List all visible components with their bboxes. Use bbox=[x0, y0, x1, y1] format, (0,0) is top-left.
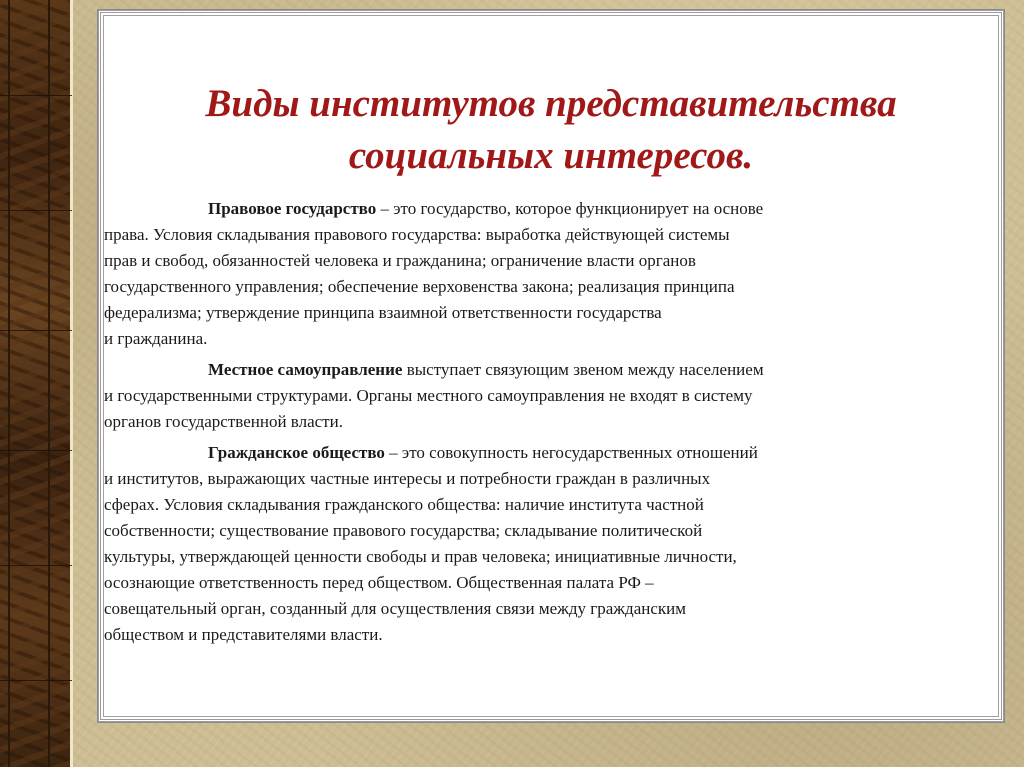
slide-body bbox=[104, 196, 984, 653]
strip-row-line bbox=[0, 450, 72, 451]
strip-divider-right bbox=[48, 0, 50, 767]
paragraph-line: органов государственной власти. bbox=[104, 412, 343, 431]
paragraph-rule-of-law bbox=[104, 196, 984, 352]
paragraph-line: прав и свобод, обязанностей человека и гражданина; ограничение власти органов bbox=[104, 251, 696, 270]
paragraph-line: осознающие ответственность перед обществом. Общественная палата РФ – bbox=[104, 573, 654, 592]
paragraph-line: совещательный орган, созданный для осуществления связи между гражданским bbox=[104, 599, 686, 618]
slide-title bbox=[98, 78, 1004, 182]
paragraph-line: права. Условия складывания правового государства: выработка действующей системы bbox=[104, 225, 730, 244]
strip-row-line bbox=[0, 210, 72, 211]
paragraph-line bbox=[104, 357, 984, 383]
paragraph-text: выступает связующим звеном между населением bbox=[402, 360, 764, 379]
term-civil-society: Гражданское общество bbox=[208, 443, 385, 462]
paragraph-line bbox=[104, 196, 984, 222]
paragraph-text: – это совокупность негосударственных отношений bbox=[384, 443, 758, 462]
slide-content-card bbox=[98, 10, 1004, 722]
strip-row-line bbox=[0, 680, 72, 681]
paragraph-line bbox=[104, 440, 984, 466]
title-line-2: социальных интересов. bbox=[348, 134, 754, 177]
strip-row-line bbox=[0, 95, 72, 96]
paragraph-line: и институтов, выражающих частные интересы и потребности граждан в различных bbox=[104, 469, 711, 488]
paragraph-line: и гражданина. bbox=[104, 329, 208, 348]
paragraph-line: культуры, утверждающей ценности свободы и прав человека; инициативные личности, bbox=[104, 547, 737, 566]
title-line-1: Виды институтов представительства bbox=[205, 82, 897, 125]
wooden-side-strip bbox=[0, 0, 72, 767]
strip-edge-highlight bbox=[70, 0, 73, 767]
paragraph-line: сферах. Условия складывания гражданского общества: наличие института частной bbox=[104, 495, 704, 514]
strip-divider-left bbox=[8, 0, 10, 767]
paragraph-text: – это государство, которое функционирует на основе bbox=[376, 199, 764, 218]
term-rule-of-law: Правовое государство bbox=[208, 199, 377, 218]
paragraph-civil-society bbox=[104, 440, 984, 648]
strip-row-line bbox=[0, 330, 72, 331]
paragraph-line: собственности; существование правового государства; складывание политической bbox=[104, 521, 703, 540]
term-local-government: Местное самоуправление bbox=[208, 360, 403, 379]
paragraph-local-government bbox=[104, 357, 984, 435]
paragraph-line: обществом и представителями власти. bbox=[104, 625, 383, 644]
paragraph-line: федерализма; утверждение принципа взаимной ответственности государства bbox=[104, 303, 662, 322]
paragraph-line: государственного управления; обеспечение верховенства закона; реализация принципа bbox=[104, 277, 735, 296]
paragraph-line: и государственными структурами. Органы местного самоуправления не входят в систему bbox=[104, 386, 753, 405]
strip-row-line bbox=[0, 565, 72, 566]
